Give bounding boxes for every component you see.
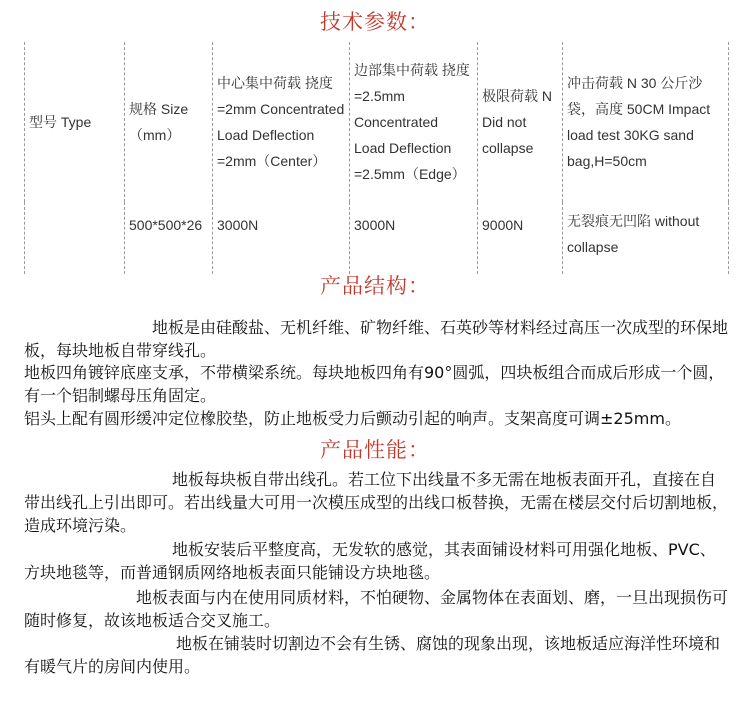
performance-paragraph-4: 地板在铺装时切割边不会有生锈、腐蚀的现象出现，该地板适应海洋性环境和有暖气片的房间内使用。 (24, 634, 721, 676)
cell-center-load: 3000N (213, 202, 350, 274)
cell-edge-load: 3000N (350, 202, 478, 274)
col-center-load-header: 中心集中荷载 挠度=2mm Concentrated Load Deflection =2mm（Center） (213, 42, 350, 202)
col-impact-load-header: 冲击荷载 N 30 公斤沙袋，高度 50CM Impact load test 30KG sand bag,H=50cm (563, 42, 729, 202)
col-type-header: 型号 Type (25, 42, 125, 202)
product-performance-heading: 产品性能： (320, 438, 430, 462)
performance-paragraph-1: 地板每块板自带出线孔。若工位下出线量不多无需在地板表面开孔，直接在自带出线孔上引出即可。若出线量大可用一次模压成型的出线口板替换，无需在楼层交付后切割地板，造成环境污染。 (24, 470, 729, 535)
col-edge-load-header: 边部集中荷载 挠度=2.5mm Concentrated Load Deflection =2.5mm（Edge） (350, 42, 478, 202)
spec-data-row (25, 202, 729, 274)
structure-paragraph-2: 地板四角镀锌底座支承，不带横梁系统。每块地板四角有90°圆弧，四块板组合而成后形成一个圆，有一个铝制螺母压角固定。 (24, 363, 725, 405)
structure-paragraph-1: 地板是由硅酸盐、无机纤维、矿物纤维、石英砂等材料经过高压一次成型的环保地板，每块地板自带穿线孔。 (24, 318, 729, 360)
performance-paragraph-2: 地板安装后平整度高，无发软的感觉，其表面铺设材料可用强化地板、PVC、方块地毯等，而普通钢质网络地板表面只能铺设方块地毯。 (24, 540, 716, 582)
product-structure-heading: 产品结构： (320, 274, 430, 298)
cell-type (25, 202, 125, 274)
tech-params-heading: 技术参数： (320, 10, 430, 34)
col-size-header: 规格 Size（mm） (125, 42, 213, 202)
spec-header-row (25, 42, 729, 202)
cell-ultimate-load: 9000N (478, 202, 563, 274)
performance-paragraph-3: 地板表面与内在使用同质材料，不怕硬物、金属物体在表面划、磨，一旦出现损伤可随时修复，故该地板适合交叉施工。 (24, 588, 729, 630)
spec-table (24, 42, 729, 274)
structure-paragraph-3: 铝头上配有圆形缓冲定位橡胶垫，防止地板受力后颤动引起的响声。支架高度可调±25mm。 (24, 409, 681, 428)
col-ultimate-load-header: 极限荷载 N Did not collapse (478, 42, 563, 202)
cell-size: 500*500*26 (125, 202, 213, 274)
cell-impact-load: 无裂痕无凹陷 without collapse (563, 202, 729, 274)
